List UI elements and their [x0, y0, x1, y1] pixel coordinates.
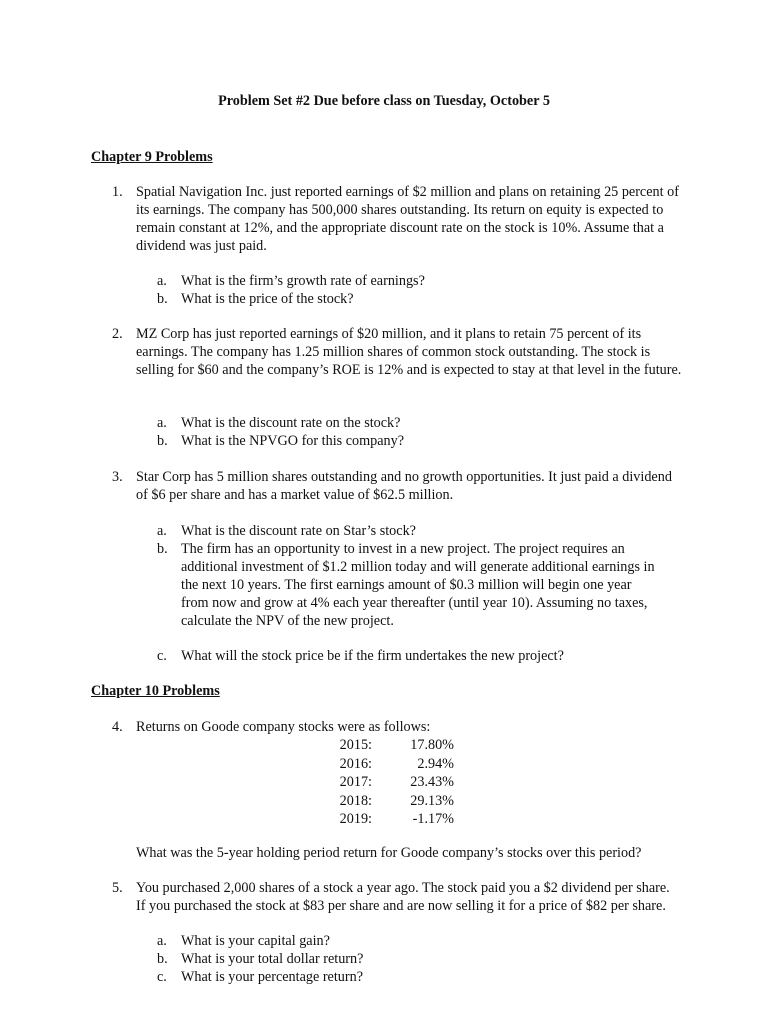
returns-table [320, 736, 454, 829]
subquestion-text: What will the stock price be if the firm undertakes the new project? [181, 648, 564, 664]
subquestion-letter: a. [157, 933, 167, 949]
problem-5-subquestions [157, 932, 657, 986]
subquestion-text: What is your total dollar return? [181, 951, 364, 967]
problem-text: Spatial Navigation Inc. just reported earnings of $2 million and plans on retaining 25 percent of its earnings. The company has 500,000 shares outstanding. Its return on equity is expected to remain constant at 12%, and the appropriate discount rate on the stock is 10%. Assume that a dividend was just paid. [136, 184, 679, 254]
page-title: Problem Set #2 Due before class on Tuesday, October 5 [218, 93, 550, 109]
subquestion [157, 968, 657, 986]
subquestion [157, 414, 657, 432]
subquestion [157, 540, 657, 630]
problem-text: You purchased 2,000 shares of a stock a year ago. The stock paid you a $2 dividend per share. If you purchased the stock at $83 per share and are now selling it for a price of $82 per share. [136, 880, 670, 914]
problem-5 [112, 879, 682, 915]
subquestion [157, 647, 657, 665]
subquestion [157, 932, 657, 950]
subquestion [157, 272, 657, 290]
returns-row [320, 736, 454, 755]
return-value: 29.13% [410, 792, 454, 809]
subquestion-letter: a. [157, 523, 167, 539]
return-value: 23.43% [410, 774, 454, 790]
problem-2 [112, 325, 682, 379]
subquestion-text: What is the discount rate on the stock? [181, 415, 401, 431]
return-year: 2017: [339, 774, 372, 790]
return-value: 2.94% [417, 755, 454, 772]
problem-text: Returns on Goode company stocks were as follows: [136, 719, 431, 735]
problem-4 [112, 718, 682, 736]
subquestion-text: What is your capital gain? [181, 933, 330, 949]
problem-number: 4. [112, 719, 123, 735]
return-value: -1.17% [412, 811, 454, 827]
subquestion [157, 950, 657, 968]
returns-row [320, 792, 454, 811]
problem-number: 2. [112, 326, 123, 342]
returns-row [320, 810, 454, 829]
problem-3 [112, 468, 682, 504]
return-year: 2015: [339, 737, 372, 753]
return-year: 2019: [339, 811, 372, 827]
returns-row [320, 755, 454, 774]
subquestion-letter: b. [157, 433, 168, 449]
subquestion-letter: a. [157, 415, 167, 431]
subquestion-letter: b. [157, 291, 168, 307]
subquestion-text: What is the firm’s growth rate of earnings? [181, 273, 425, 289]
subquestion [157, 432, 657, 450]
subquestion-text: What is the NPVGO for this company? [181, 433, 405, 449]
subquestion-text: What is the price of the stock? [181, 291, 354, 307]
returns-row [320, 773, 454, 792]
subquestion-text: The firm has an opportunity to invest in a new project. The project requires an additional investment of $1.2 million today and will generate additional earnings in the next 10 years. The first earnings amount of $0.3 million will begin one year from now and grow at 4% each year thereafter (until year 10). Assuming no taxes, calculate the NPV of the new project. [181, 541, 655, 629]
problem-number: 5. [112, 880, 123, 896]
subquestion-letter: c. [157, 648, 167, 664]
subquestion-letter: b. [157, 541, 168, 557]
subquestion [157, 522, 657, 540]
problem-2-subquestions [157, 414, 657, 450]
problem-3-subquestion-c [157, 647, 657, 665]
return-value: 17.80% [410, 737, 454, 753]
return-year: 2018: [339, 792, 372, 809]
problem-number: 1. [112, 184, 123, 200]
problem-1 [112, 183, 682, 255]
problem-number: 3. [112, 469, 123, 485]
problem-3-subquestions [157, 522, 657, 630]
subquestion-text: What is your percentage return? [181, 969, 363, 985]
problem-4-question: What was the 5-year holding period return for Goode company’s stocks over this period? [136, 845, 642, 861]
problem-text: MZ Corp has just reported earnings of $20 million, and it plans to retain 75 percent of its earnings. The company has 1.25 million shares of common stock outstanding. The stock is selling for $60 and the company’s ROE is 12% and is expected to stay at that level in the future. [136, 326, 682, 378]
chapter-10-heading: Chapter 10 Problems [91, 683, 220, 699]
problem-1-subquestions [157, 272, 657, 308]
chapter-9-heading: Chapter 9 Problems [91, 149, 213, 165]
problem-text: Star Corp has 5 million shares outstanding and no growth opportunities. It just paid a dividend of $6 per share and has a market value of $62.5 million. [136, 469, 672, 503]
subquestion [157, 290, 657, 308]
subquestion-letter: b. [157, 951, 168, 967]
subquestion-letter: c. [157, 969, 167, 985]
return-year: 2016: [339, 755, 372, 772]
subquestion-letter: a. [157, 273, 167, 289]
subquestion-text: What is the discount rate on Star’s stock? [181, 523, 416, 539]
